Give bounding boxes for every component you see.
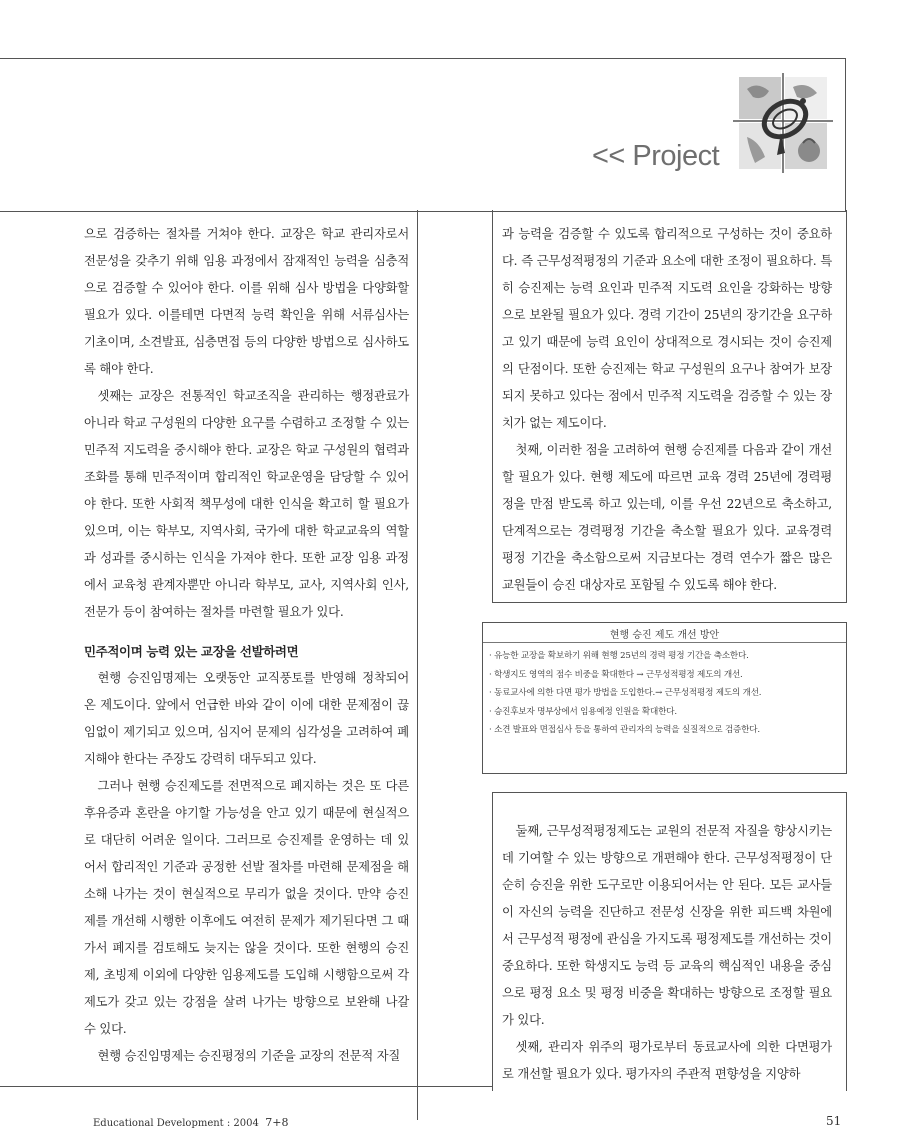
left-paragraph-1: 으로 검증하는 절차를 거쳐야 한다. 교장은 학교 관리자로서 전문성을 갖추기 위해 임용 과정에서 잠재적인 능력을 심층적으로 검증할 수 있어야 한다. 이를 위해 심사 방법을 다양화할 필요가 있다. 이를테면 다면적 능력 확인을 위해 서류심사는 기초이며, 소견발표, 심층면접 등의 다양한 방법으로 심사하도록 해야 한다.	[84, 227, 409, 376]
column-divider	[417, 210, 418, 1120]
header-frame	[0, 58, 846, 212]
right-paragraph-4: 셋째, 관리자 위주의 평가로부터 동료교사에 의한 다면평가로 개선할 필요가 있다. 평가자의 주관적 편향성을 지양하	[502, 1040, 832, 1081]
issue-number: 7+8	[265, 1116, 289, 1129]
right-paragraph-2: 첫째, 이러한 점을 고려하여 현행 승진제를 다음과 같이 개선할 필요가 있다. 현행 제도에 따르면 교육 경력 25년에 경력평정을 만점 받도록 하고 있는데, 이를 우선 22년으로 축소하고, 단계적으로는 경력평정 기간을 축소할 필요가 있다. 교육경력 평정 기간을 축소함으로써 지금보다는 경력 연수가 짧은 많은 교원들이 승진 대상자로 포함될 수 있도록 해야 한다.	[502, 443, 832, 592]
summary-item: · 동료교사에 의한 다면 평가 방법을 도입한다.→ 근무성적평정 제도의 개선.	[489, 688, 762, 698]
summary-title: 현행 승진 제도 개선 방안	[609, 630, 720, 641]
summary-list	[489, 647, 842, 740]
right-paragraph-1: 과 능력을 검증할 수 있도록 합리적으로 구성하는 것이 중요하다. 즉 근무성적평정의 기준과 요소에 대한 조정이 필요하다. 특히 승진제는 능력 요인과 민주적 지도력 요인을 강화하는 방향으로 보완될 필요가 있다. 경력 기간이 25년의 장기간을 요구하고 있기 때문에 능력 요인이 상대적으로 경시되는 것이 승진제의 단점이다. 또한 승진제는 학교 구성원의 요구나 참여가 보장되지 못하고 있다는 점에서 민주적 지도력을 검증할 수 있는 장치가 없는 제도이다.	[502, 227, 832, 430]
right-paragraph-3: 둘째, 근무성적평정제도는 교원의 전문적 자질을 향상시키는 데 기여할 수 있는 방향으로 개편해야 한다. 근무성적평정이 단순히 승진을 위한 도구로만 이용되어서는 안 된다. 모든 교사들이 자신의 능력을 진단하고 전문성 신장을 위한 피드백 차원에서 근무성적 평정에 관심을 가지도록 평정제도를 개선하는 것이 중요하다. 또한 학생지도 능력 등 교육의 핵심적인 내용을 중심으로 평정 요소 및 평정 비중을 확대하는 방향으로 조정할 필요가 있다.	[502, 824, 832, 1027]
project-logo-icon	[733, 73, 833, 173]
left-column	[84, 221, 409, 1070]
right-bottom-column	[502, 818, 832, 1088]
publication-name: Educational Development : 2004	[93, 1118, 259, 1129]
right-top-column	[502, 221, 832, 599]
summary-item: · 승진후보자 명부상에서 임용예정 인원을 확대한다.	[489, 706, 677, 717]
summary-item: · 소견 발표와 면접심사 등을 통하여 관리자의 능력을 실질적으로 검증한다.	[489, 725, 760, 735]
summary-item: · 유능한 교장을 확보하기 위해 현행 25년의 경력 평정 기간을 축소한다.	[489, 651, 749, 661]
footer-publication	[93, 1116, 288, 1129]
section-heading: 민주적이며 능력 있는 교장을 선발하려면	[84, 644, 299, 659]
footer-rule	[0, 1086, 492, 1087]
summary-box	[482, 622, 847, 774]
left-paragraph-4: 그러나 현행 승진제도를 전면적으로 폐지하는 것은 또 다른 후유증과 혼란을 야기할 가능성을 안고 있기 때문에 현실적으로 대단히 어려운 일이다. 그러므로 승진제를 운영하는 데 있어서 합리적인 기준과 공정한 선발 절차를 마련해 문제점을 해소해 나가는 것이 현실적으로 무리가 없을 것이다. 만약 승진제를 개선해 시행한 이후에도 여전히 문제가 제기된다면 그 때가서 폐지를 검토해도 늦지는 않을 것이다. 또한 현행의 승진제, 초빙제 이외에 다양한 임용제도를 도입해 시행함으로써 각 제도가 갖고 있는 강점을 살려 나가는 방향으로 보완해 나갈 수 있다.	[84, 779, 409, 1036]
summary-divider	[483, 642, 846, 643]
page-number: 51	[826, 1114, 842, 1128]
left-paragraph-2: 셋째는 교장은 전통적인 학교조직을 관리하는 행정관료가 아니라 학교 구성원의 다양한 요구를 수렴하고 조정할 수 있는 민주적 지도력을 중시해야 한다. 교장은 학교 구성원의 협력과 조화를 통해 민주적이며 합리적인 학교운영을 담당할 수 있어야 한다. 또한 사회적 책무성에 대한 인식을 확고히 할 필요가 있으며, 이는 학부모, 지역사회, 국가에 대한 학교교육의 역할과 성과를 중시하는 인식을 가져야 한다. 또한 교장 임용 과정에서 교육청 관계자뿐만 아니라 학부모, 교사, 지역사회 인사, 전문가 등이 참여하는 절차를 마련할 필요가 있다.	[84, 389, 409, 619]
summary-item: · 학생지도 영역의 점수 비중을 확대한다 → 근무성적평정 제도의 개선.	[489, 669, 743, 680]
left-paragraph-5: 현행 승진임명제는 승진평정의 기준을 교장의 전문적 자질	[97, 1049, 401, 1063]
section-label: << Project	[592, 140, 720, 172]
left-paragraph-3: 현행 승진임명제는 오랫동안 교직풍토를 반영해 정착되어 온 제도이다. 앞에서 언급한 바와 같이 이에 대한 문제점이 끊임없이 제기되고 있으며, 심지어 문제의 심각성을 고려하여 폐지해야 한다는 주장도 강력히 대두되고 있다.	[84, 671, 409, 766]
